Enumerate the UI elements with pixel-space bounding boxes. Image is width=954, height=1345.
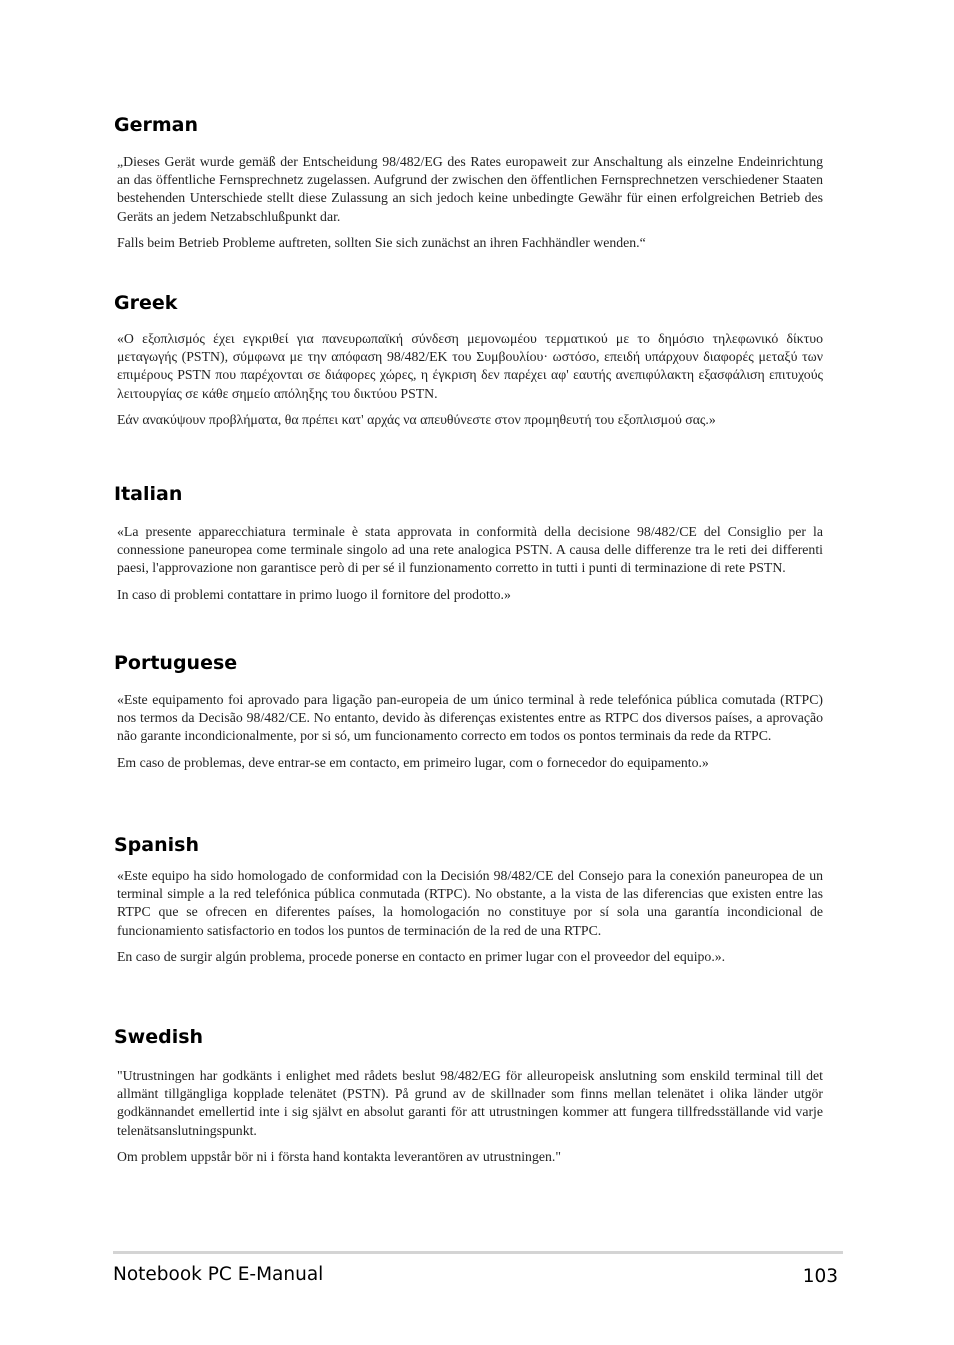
footer-title: Notebook PC E-Manual (113, 1264, 324, 1285)
paragraph: «Este equipo ha sido homologado de conformidad con la Decisión 98/482/CE del Consejo para la conexión paneuropea de un terminal simple a la red telefónica pública conmutada (RTPC). No obstante, a la vista de las diferencias que existen entre las RTPC que se ofrecen en diferentes países, la homologación no constituye por sí sola una garantía incondicional de funcionamiento satisfactorio en todos los puntos de terminación de la red de una RTPC. (117, 868, 823, 938)
section-body-german (117, 153, 823, 260)
section-body-swedish (117, 1067, 823, 1174)
paragraph: En caso de surgir algún problema, procede ponerse en contacto en primer lugar con el proveedor del equipo.». (117, 948, 726, 964)
section-body-spanish (117, 867, 823, 974)
section-body-greek (117, 330, 823, 437)
section-body-italian (117, 523, 823, 612)
paragraph: Em caso de problemas, deve entrar-se em contacto, em primeiro lugar, com o fornecedor do equipamento.» (117, 754, 709, 770)
section-heading-italian: Italian (114, 483, 183, 505)
section-heading-portuguese: Portuguese (114, 652, 238, 674)
paragraph: «Ο εξοπλισμός έχει εγκριθεί για πανευρωπαϊκή σύνδεση μεμονωμέου τερματικού με το δημόσιο τηλεφωνικό δίκτυο μεταγωγής (PSTN), σύμφωνα με την απόφαση 98/482/ΕΚ του Συμβουλίου· ωστόσο, επειδή υπάρχουν διαφορές μεταξύ των επιμέρους PSTN που παρέχονται σε διάφορες χώρες, η έγκριση δεν παρέχει αφ' εαυτής ανεπιφύλακτη εξασφάλιση επιτυχούς λειτουργίας σε κάθε σημείο απόληξης του δικτύου PSTN. (117, 331, 823, 401)
paragraph: Εάν ανακύψουν προβλήματα, θα πρέπει κατ' αρχάς να απευθύνεστε στον προμηθευτή του εξοπλισμού σας.» (117, 411, 716, 427)
section-heading-german: German (114, 114, 198, 136)
paragraph: Falls beim Betrieb Probleme auftreten, sollten Sie sich zunächst an ihren Fachhändler wenden.“ (117, 234, 646, 250)
footer-divider (113, 1251, 843, 1254)
paragraph: "Utrustningen har godkänts i enlighet med rådets beslut 98/482/EG för alleuropeisk anslutning som enskild terminal till det allmänt tillgängliga kopplade telenätet (PSTN). På grund av de skillnader som finns mellan telenätet i olika länder utgör godkännandet emellertid inte i sig självt en absolut garanti för att utrustningen kommer att fungera tillfredsställande vid varje telenätsanslutningspunkt. (117, 1068, 823, 1138)
section-body-portuguese (117, 691, 823, 780)
section-heading-swedish: Swedish (114, 1026, 204, 1048)
section-heading-spanish: Spanish (114, 834, 199, 856)
paragraph: Om problem uppstår bör ni i första hand kontakta leverantören av utrustningen." (117, 1148, 561, 1164)
page-number: 103 (802, 1266, 838, 1287)
section-heading-greek: Greek (114, 292, 178, 314)
paragraph: In caso di problemi contattare in primo luogo il fornitore del prodotto.» (117, 586, 511, 602)
paragraph: „Dieses Gerät wurde gemäß der Entscheidung 98/482/EG des Rates europaweit zur Anschaltung als einzelne Endeinrichtung an das öffentliche Fernsprechnetz zugelassen. Aufgrund der zwischen den öffentlichen Fernsprechnetzen verschiedener Staaten bestehenden Unterschiede stellt diese Zulassung an sich jedoch keine unbedingte Gewähr für einen erfolgreichen Betrieb des Geräts an jedem Netzabschlußpunkt dar. (117, 154, 823, 224)
paragraph: «La presente apparecchiatura terminale è stata approvata in conformità della decisione 98/482/CE del Consiglio per la connessione paneuropea come terminale singolo ad una rete analogica PSTN. A causa delle differenze tra le reti dei differenti paesi, l'approvazione non garantisce però di per sé il funzionamento corretto in tutti i punti di terminazione di rete PSTN. (117, 524, 823, 576)
paragraph: «Este equipamento foi aprovado para ligação pan-europeia de um único terminal à rede telefónica pública comutada (RTPC) nos termos da Decisão 98/482/CE. No entanto, devido às diferenças existentes entre as RTPC dos diversos países, a aprovação não garante incondicionalmente, por si só, um funcionamento correcto em todos os pontos terminais da rede da RTPC. (117, 692, 823, 744)
